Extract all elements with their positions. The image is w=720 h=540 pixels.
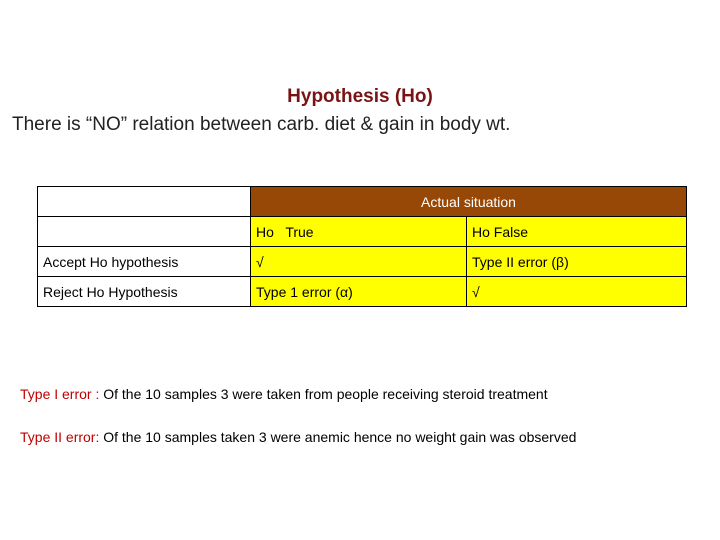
footnote-label: Type II error: — [20, 429, 100, 445]
page-title: Hypothesis (Ho) — [287, 86, 433, 107]
header-empty-cell — [38, 187, 251, 217]
header-actual-situation: Actual situation — [251, 187, 687, 217]
hypothesis-table — [37, 186, 687, 307]
page-subtitle: There is “NO” relation between carb. diet & gain in body wt. — [12, 114, 511, 135]
table-row — [38, 277, 687, 307]
footnote-type-2 — [20, 429, 576, 445]
cell-reject-false: √ — [467, 277, 687, 307]
footnote-text: Of the 10 samples 3 were taken from people receiving steroid treatment — [103, 386, 548, 402]
cell-reject-true: Type 1 error (α) — [251, 277, 467, 307]
title-block — [0, 84, 720, 135]
column-empty-cell — [38, 217, 251, 247]
cell-accept-false: Type II error (β) — [467, 247, 687, 277]
footnote-label: Type I error : — [20, 386, 100, 402]
table-row — [38, 247, 687, 277]
column-ho-false: Ho False — [467, 217, 687, 247]
footnote-text: Of the 10 samples taken 3 were anemic hence no weight gain was observed — [103, 429, 577, 445]
row-label-reject: Reject Ho Hypothesis — [38, 277, 251, 307]
cell-accept-true: √ — [251, 247, 467, 277]
table-header-row — [38, 187, 687, 217]
footnote-type-1 — [20, 386, 548, 402]
column-ho-true: Ho True — [251, 217, 467, 247]
table-column-row — [38, 217, 687, 247]
row-label-accept: Accept Ho hypothesis — [38, 247, 251, 277]
